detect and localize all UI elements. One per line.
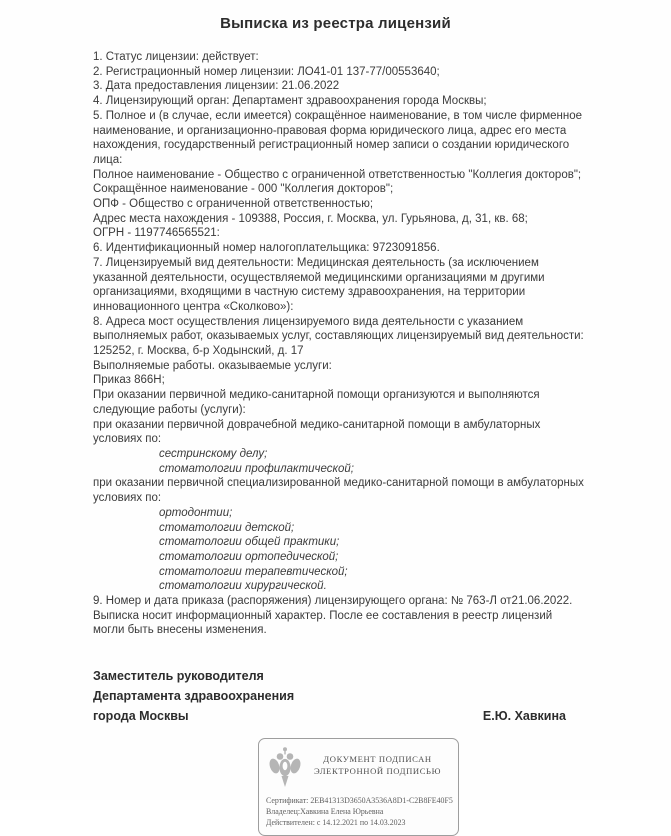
signatory-position	[93, 666, 294, 726]
stamp-field-value: с 14.12.2021 по 14.03.2023	[316, 818, 406, 828]
document-line: сестринскому делу;	[159, 447, 268, 460]
document-line: при оказании первичной доврачебной медико-санитарной помощи в амбулаторных условиях по:	[93, 418, 541, 446]
stamp-title	[304, 744, 451, 777]
signatory-position-line: Департамента здравоохранения	[93, 689, 295, 704]
document-body	[93, 50, 585, 638]
document-line: ОГРН - 1197746565521:	[93, 227, 220, 240]
coat-of-arms-icon	[266, 744, 304, 790]
document-line: стоматологии терапевтической;	[159, 565, 348, 578]
stamp-certificate-info	[266, 795, 451, 828]
document-line: 4. Лицензирующий орган: Департамент здравоохранения города Москвы;	[93, 95, 487, 108]
document-title: Выписка из реестра лицензий	[220, 15, 451, 32]
stamp-field	[266, 806, 451, 817]
document-line: стоматологии детской;	[159, 521, 295, 534]
stamp-field-label: Действителен:	[266, 818, 317, 828]
signatory-position-line: города Москвы	[93, 709, 189, 724]
document-line: Выписка носит информационный характер. После ее составления в реестр лицензий могли быть внесены изменения.	[93, 609, 553, 637]
document-line: 6. Идентификационный номер налогоплательщика: 9723091856.	[93, 242, 440, 255]
electronic-signature-stamp	[258, 738, 459, 836]
document-line: При оказании первичной медико-санитарной помощи организуются и выполняются следующие работы (услуги):	[93, 389, 540, 416]
document-line: Полное наименование - Общество с ограниченной ответственностью "Коллегия докторов";	[93, 168, 582, 181]
document-line: Приказ 866Н;	[93, 374, 165, 387]
stamp-field	[266, 795, 451, 806]
stamp-title-line1: ДОКУМЕНТ ПОДПИСАН	[323, 754, 432, 765]
stamp-field-value: Хавкина Елена Юрьевна	[300, 807, 384, 817]
document-line: 5. Полное и (в случае, если имеется) сокращённое наименование, в том числе фирменное наименование, и организационно-правовая форма юридического лица, адрес его места нахождения, государственный регистрационный номер записи о создании юридического лица:	[93, 109, 583, 166]
document-line: 9. Номер и дата приказа (распоряжения) лицензирующего органа: № 763-Л от21.06.2022.	[93, 595, 573, 608]
stamp-title-line2: ЭЛЕКТРОННОЙ ПОДПИСЬЮ	[313, 766, 441, 777]
stamp-field-value: 2EB41313D3650A3536A8D1-C2B8FE40F5	[310, 796, 453, 806]
document-line: 8. Адреса мост осуществления лицензируемого вида деятельности с указанием выполняемых работ, оказываемых услуг, составляющих лицензируемый вид деятельности:	[93, 315, 584, 343]
document-line: стоматологии общей практики;	[159, 536, 340, 549]
document-line: Выполняемые работы. оказываемые услуги:	[93, 359, 332, 372]
stamp-header-row	[266, 744, 451, 790]
document-line: ортодонтии;	[159, 506, 233, 519]
stamp-field-label: Сертификат:	[266, 796, 311, 806]
signatory-name: Е.Ю. Хавкина	[482, 709, 566, 724]
document-line: Адрес места нахождения - 109388, Россия, г. Москва, ул. Гурьянова, д, 31, кв. 68;	[93, 212, 528, 225]
stamp-field	[266, 817, 451, 828]
document-line: 125252, г. Москва, б-р Ходынский, д. 17	[93, 345, 304, 358]
document-line: 2. Регистрационный номер лицензии: ЛО41-01 137-77/00553640;	[93, 65, 440, 78]
document-line: стоматологии профилактической;	[159, 462, 354, 475]
document-line: стоматологии хирургической.	[159, 580, 327, 593]
document-line: 7. Лицензируемый вид деятельности: Медицинская деятельность (за исключением указанной деятельности, осуществляемой медицинскими организациями м другими организациями, входящими в частную систему здравоохранения, на территории инновационного центра «Сколково»):	[93, 256, 545, 313]
document-line: при оказании первичной специализированной медико-санитарной помощи в амбулаторных условиях по:	[93, 477, 584, 505]
document-line: 3. Дата предоставления лицензии: 21.06.2022	[93, 80, 340, 93]
stamp-field-label: Владелец:	[266, 807, 301, 817]
document-line: ОПФ - Общество с ограниченной ответственностью;	[93, 198, 374, 211]
signatory-position-line: Заместитель руководителя	[93, 669, 264, 684]
document-line: Сокращённое наименование - 000 "Коллегия докторов";	[93, 183, 394, 196]
signature-block	[93, 666, 578, 726]
document-line: 1. Статус лицензии: действует:	[93, 51, 259, 63]
document-line: стоматологии ортопедической;	[159, 550, 339, 563]
